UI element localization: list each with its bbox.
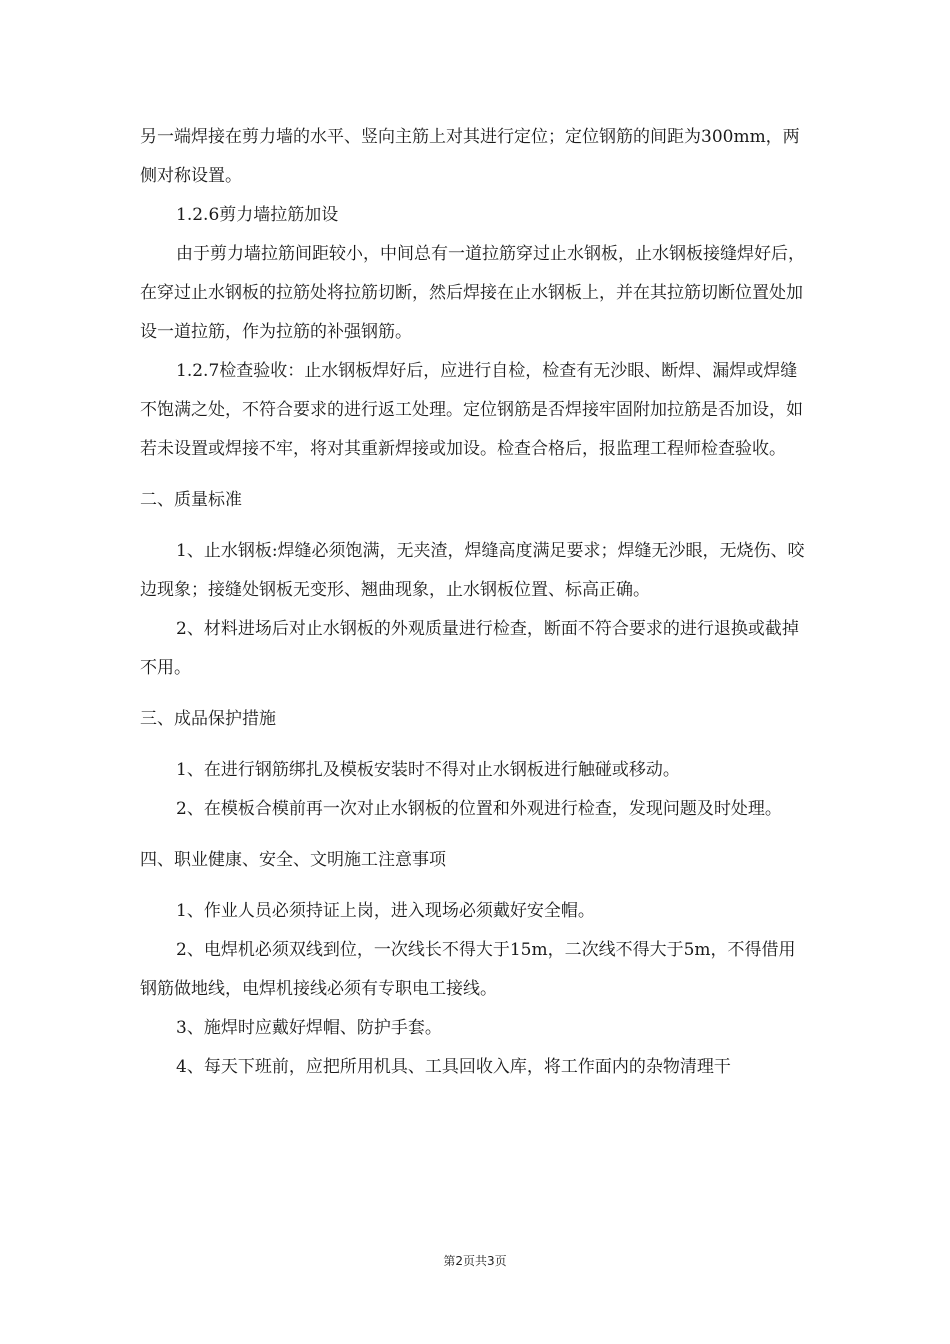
page-footer: 第2页共3页 <box>443 1254 507 1268</box>
section-heading-1-2-6: 1.2.6剪力墙拉筋加设 <box>176 205 339 225</box>
paragraph: 3、施焊时应戴好焊帽、防护手套。 <box>176 1018 442 1038</box>
paragraph: 1、止水钢板:焊缝必须饱满，无夹渣，焊缝高度满足要求；焊缝无沙眼，无烧伤、咬边现象；接缝处钢板无变形、翘曲现象，止水钢板位置、标高正确。 <box>140 541 805 600</box>
section-heading-quality: 二、质量标准 <box>140 490 242 510</box>
paragraph: 2、电焊机必须双线到位，一次线长不得大于15m，二次线不得大于5m，不得借用钢筋做地线，电焊机接线必须有专职电工接线。 <box>140 940 796 999</box>
paragraph: 2、材料进场后对止水钢板的外观质量进行检查，断面不符合要求的进行退换或截掉不用。 <box>140 619 799 678</box>
paragraph: 由于剪力墙拉筋间距较小，中间总有一道拉筋穿过止水钢板，止水钢板接缝焊好后，在穿过止水钢板的拉筋处将拉筋切断，然后焊接在止水钢板上，并在其拉筋切断位置处加设一道拉筋，作为拉筋的补强钢筋。 <box>140 244 805 342</box>
paragraph: 另一端焊接在剪力墙的水平、竖向主筋上对其进行定位；定位钢筋的间距为300mm，两侧对称设置。 <box>140 127 800 186</box>
section-heading-protection: 三、成品保护措施 <box>140 709 276 729</box>
paragraph: 1.2.7检查验收：止水钢板焊好后，应进行自检，检查有无沙眼、断焊、漏焊或焊缝不饱满之处，不符合要求的进行返工处理。定位钢筋是否焊接牢固附加拉筋是否加设，如若未设置或焊接不牢，将对其重新焊接或加设。检查合格后，报监理工程师检查验收。 <box>140 361 803 459</box>
paragraph: 2、在模板合模前再一次对止水钢板的位置和外观进行检查，发现问题及时处理。 <box>176 799 782 819</box>
paragraph: 1、在进行钢筋绑扎及模板安装时不得对止水钢板进行触碰或移动。 <box>176 760 680 780</box>
paragraph: 4、每天下班前，应把所用机具、工具回收入库，将工作面内的杂物清理干 <box>176 1057 731 1077</box>
section-heading-safety: 四、职业健康、安全、文明施工注意事项 <box>140 850 446 870</box>
document-body <box>140 118 812 1087</box>
paragraph: 1、作业人员必须持证上岗，进入现场必须戴好安全帽。 <box>176 901 595 921</box>
